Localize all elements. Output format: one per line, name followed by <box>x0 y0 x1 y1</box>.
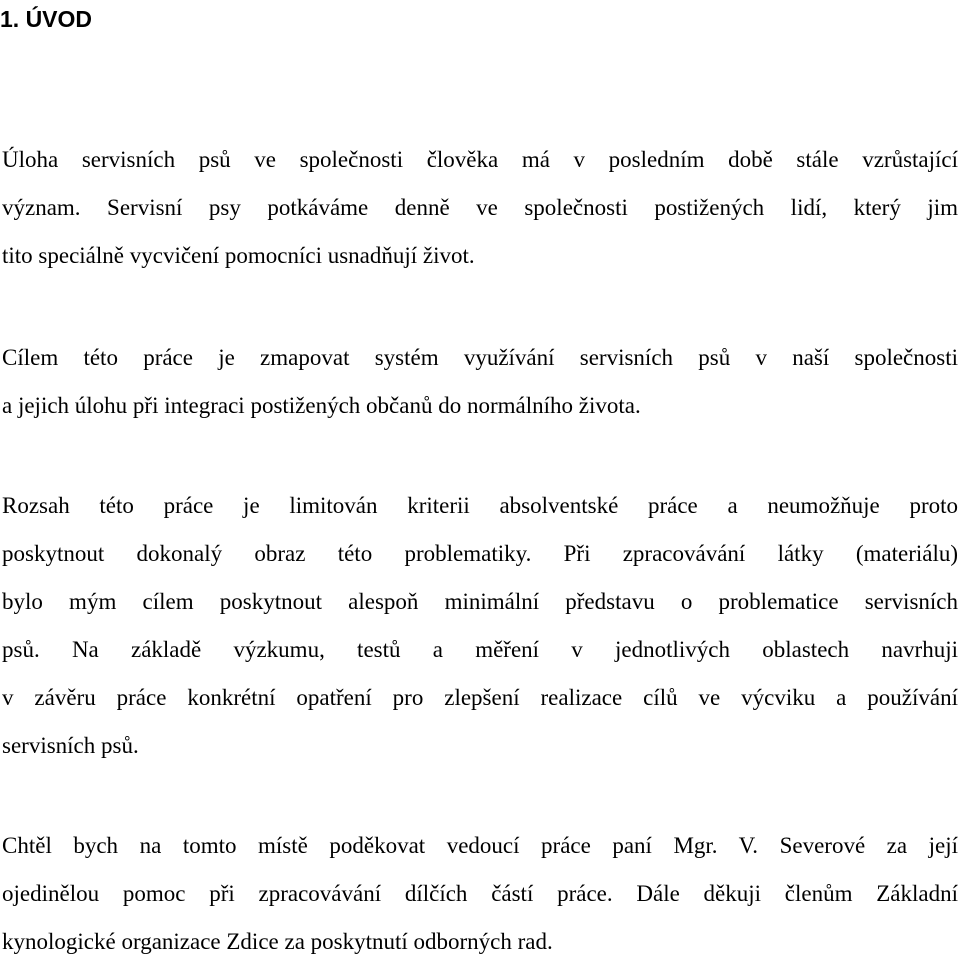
paragraph-line: význam. Servisní psy potkáváme denně ve společnosti postižených lidí, který jim <box>2 195 958 220</box>
paragraph-introduction <box>2 136 958 280</box>
paragraph-line: Úloha servisních psů ve společnosti člověka má v posledním době stále vzrůstající <box>2 147 958 172</box>
paragraph-aim <box>2 334 958 430</box>
section-heading: 1. ÚVOD <box>0 6 93 32</box>
paragraph-line: poskytnout dokonalý obraz této problematiky. Při zpracovávání látky (materiálu) <box>2 541 958 566</box>
paragraph-line: ojedinělou pomoc při zpracovávání dílčích částí práce. Dále děkuji členům Základní <box>2 881 958 906</box>
paragraph-line: Rozsah této práce je limitován kriterii absolventské práce a neumožňuje proto <box>2 493 958 518</box>
paragraph-line: servisních psů. <box>2 733 139 758</box>
paragraph-line: Cílem této práce je zmapovat systém využívání servisních psů v naší společnosti <box>2 345 958 370</box>
paragraph-line: psů. Na základě výzkumu, testů a měření v jednotlivých oblastech navrhuji <box>2 637 958 662</box>
paragraph-line: v závěru práce konkrétní opatření pro zlepšení realizace cílů ve výcviku a používání <box>2 685 958 710</box>
paragraph-line: bylo mým cílem poskytnout alespoň minimální představu o problematice servisních <box>2 589 958 614</box>
paragraph-acknowledgements <box>2 822 958 966</box>
paragraph-line: Chtěl bych na tomto místě poděkovat vedoucí práce paní Mgr. V. Severové za její <box>2 833 958 858</box>
paragraph-line: a jejich úlohu při integraci postižených občanů do normálního života. <box>2 393 641 418</box>
paragraph-line: kynologické organizace Zdice za poskytnutí odborných rad. <box>2 929 553 954</box>
paragraph-scope <box>2 482 958 770</box>
paragraph-line: tito speciálně vycvičení pomocníci usnadňují život. <box>2 243 475 268</box>
